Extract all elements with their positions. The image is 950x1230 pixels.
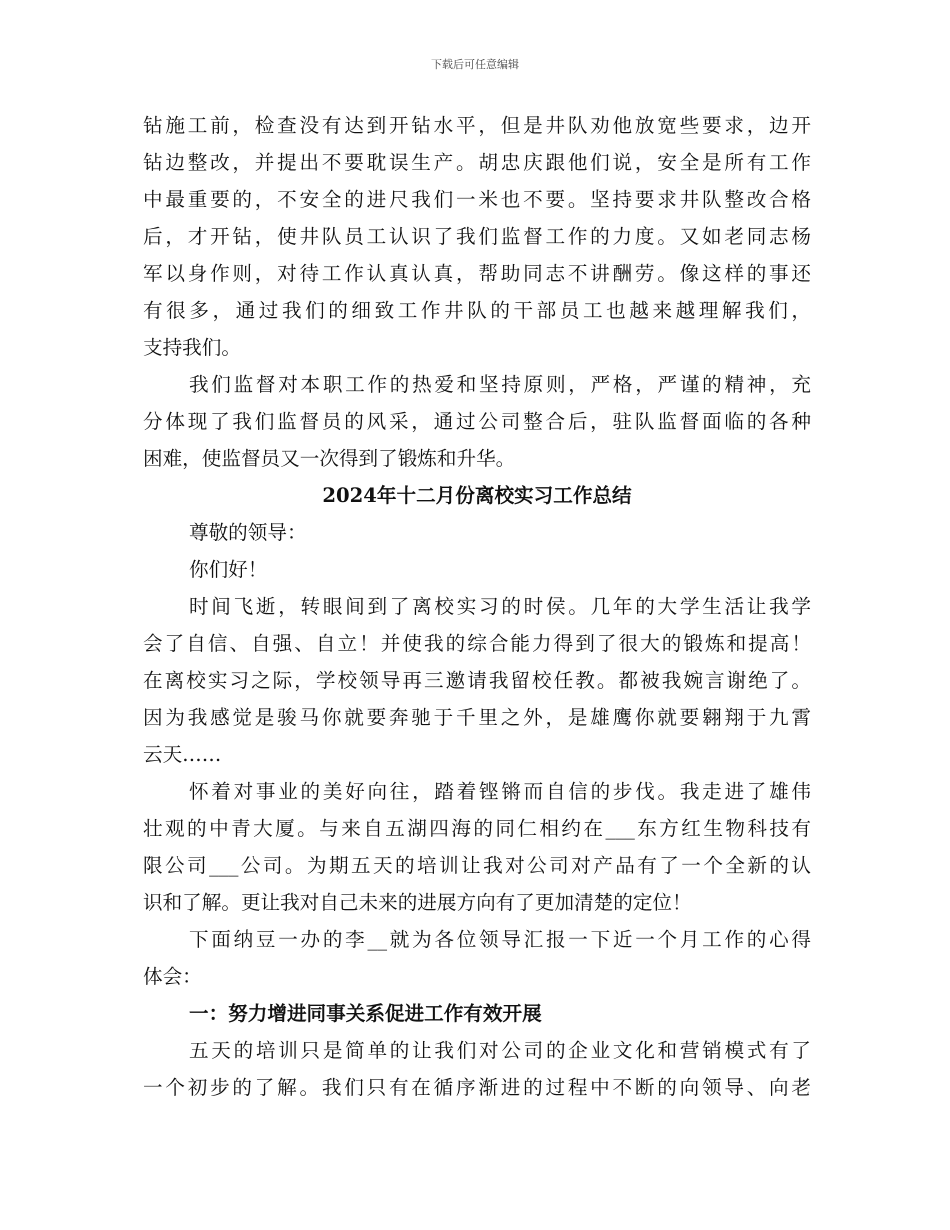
text-line: 军以身作则，对待工作认真认真，帮助同志不讲酬劳。像这样的事还 bbox=[143, 262, 811, 285]
text-line: 怀着对事业的美好向往，踏着铿锵而自信的步伐。我走进了雄伟 bbox=[189, 780, 811, 803]
text-line: 我们监督对本职工作的热爱和坚持原则，严格，严谨的精神，充 bbox=[189, 373, 811, 396]
text-line: 限公司___公司。为期五天的培训让我对公司对产品有了一个全新的认 bbox=[143, 854, 811, 877]
text-line: 钻边整改，并提出不要耽误生产。胡忠庆跟他们说，安全是所有工作 bbox=[143, 151, 811, 174]
text-line: 在离校实习之际，学校领导再三邀请我留校任教。都被我婉言谢绝了。 bbox=[143, 669, 811, 692]
text-line: 分体现了我们监督员的风采，通过公司整合后，驻队监督面临的各种 bbox=[143, 410, 811, 433]
document-body bbox=[143, 107, 811, 1106]
text-line: 中最重要的，不安全的进尺我们一米也不要。坚持要求井队整改合格 bbox=[143, 188, 811, 211]
page-header: 下载后可任意编辑 bbox=[431, 58, 519, 71]
text-line: 因为我感觉是骏马你就要奔驰于千里之外，是雄鹰你就要翱翔于九霄 bbox=[143, 706, 811, 729]
subheading: 一：努力增进同事关系促进工作有效开展 bbox=[189, 1002, 542, 1025]
text-line: 体会： bbox=[143, 965, 202, 988]
text-line: 云天…… bbox=[143, 743, 222, 766]
greeting: 你们好！ bbox=[189, 558, 268, 581]
text-line: 识和了解。更让我对自己未来的进展方向有了更加清楚的定位！ bbox=[143, 891, 692, 914]
text-line: 一个初步的了解。我们只有在循序渐进的过程中不断的向领导、向老 bbox=[143, 1076, 811, 1099]
text-line: 后，才开钻，使井队员工认识了我们监督工作的力度。又如老同志杨 bbox=[143, 225, 811, 248]
text-line: 支持我们。 bbox=[143, 336, 241, 359]
text-line: 下面纳豆一办的李__就为各位领导汇报一下近一个月工作的心得 bbox=[189, 928, 811, 951]
salutation: 尊敬的领导： bbox=[189, 521, 307, 544]
text-line: 钻施工前，检查没有达到开钻水平，但是井队劝他放宽些要求，边开 bbox=[143, 114, 811, 137]
section-title: 2024年十二月份离校实习工作总结 bbox=[322, 484, 632, 507]
text-line: 有很多，通过我们的细致工作井队的干部员工也越来越理解我们， bbox=[143, 299, 811, 322]
text-line: 时间飞逝，转眼间到了离校实习的时侯。几年的大学生活让我学 bbox=[189, 595, 811, 618]
text-line: 困难，使监督员又一次得到了锻炼和升华。 bbox=[143, 447, 516, 470]
text-line: 会了自信、自强、自立！并使我的综合能力得到了很大的锻炼和提高！ bbox=[143, 632, 811, 655]
text-line: 五天的培训只是简单的让我们对公司的企业文化和营销模式有了 bbox=[189, 1039, 811, 1062]
text-line: 壮观的中青大厦。与来自五湖四海的同仁相约在___东方红生物科技有 bbox=[143, 817, 811, 840]
